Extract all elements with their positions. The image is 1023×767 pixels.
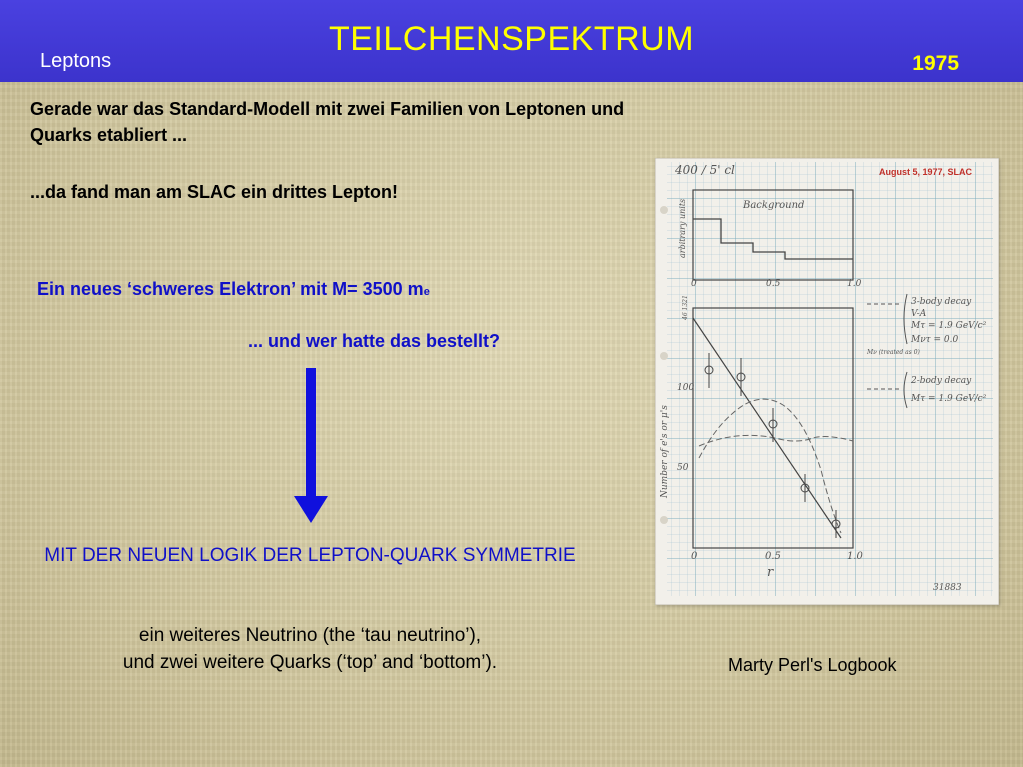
slide-year: 1975 [912,52,959,75]
slide-subtitle: Leptons [40,50,112,72]
conclusion-line-2: und zwei weitere Quarks (‘top’ and ‘bottom’). [122,652,498,673]
intro-text: Gerade war das Standard-Modell mit zwei Familien von Leptonen und Quarks etabliert ... [30,99,625,145]
model-3body-line4: Mν (treated as 0) [867,349,920,356]
model-2body-line1: Mτ = 1.9 GeV/c² [911,394,987,404]
logbook-side-code: 46 1321 [682,295,689,320]
background-label: Background [743,200,805,211]
ordered-question: ... und wer hatte das bestellt? [248,331,501,351]
x-tick-0: 0 [691,551,698,562]
heavy-electron-text [37,279,430,300]
model-2body-title: 2-body decay [911,376,972,386]
slide-header [0,0,1023,82]
logbook-date-label: August 5, 1977, SLAC [879,167,973,177]
model-3body-line2: Mτ = 1.9 GeV/c² [911,321,987,331]
slide-title: TEILCHENSPEKTRUM [328,20,695,58]
conclusion-line-1: ein weiteres Neutrino (the ‘tau neutrino’), [138,625,482,646]
top-x-tick-0: 0 [691,279,697,289]
binder-hole-3 [660,516,668,524]
slac-text: ...da fand man am SLAC ein drittes Lepton! [30,182,399,202]
xlabel: r [767,565,774,580]
logbook-page-number: 31883 [933,583,962,593]
logbook-caption: Marty Perl's Logbook [728,655,897,675]
model-3body-title: 3-body decay [911,297,972,307]
binder-hole-2 [660,352,668,360]
logic-heading: MIT DER NEUEN LOGIK DER LEPTON-QUARK SYMMETRIE [44,545,576,566]
arrow-down-icon [290,368,332,524]
x-tick-2: 1.0 [847,551,863,562]
y-tick-50: 50 [677,463,689,473]
heavy-electron-suffix: mit M= 3500 m [295,279,424,299]
binder-hole-1 [660,206,668,214]
heavy-electron-quoted: ‘schweres Elektron’ [127,279,296,299]
top-x-tick-1: 0.5 [766,279,781,289]
ylabel-top: arbitrary units [678,198,687,258]
y-tick-100: 100 [677,383,695,393]
model-3body-line3: Mντ = 0.0 [911,335,959,345]
logbook-top-annotation: 400 / 5' cl [675,163,735,177]
heavy-electron-prefix: Ein neues [37,279,128,299]
logbook-image [655,158,999,605]
conclusion [20,622,600,676]
x-tick-1: 0.5 [765,551,781,562]
ylabel-main: Number of e's or μ's [660,405,670,498]
model-3body-line1: V-A [911,309,927,319]
electron-mass-subscript: e [423,286,430,298]
top-x-tick-2: 1.0 [847,279,862,289]
